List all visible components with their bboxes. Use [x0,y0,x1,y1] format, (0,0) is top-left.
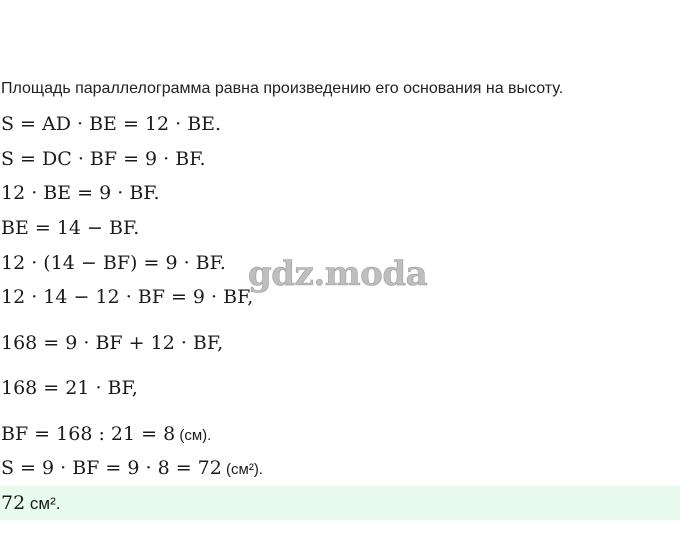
formula: 12 · 14 − 12 · BF = 9 · BF, [1,286,254,308]
solution-line-5 [1,251,226,277]
solution-line-8 [1,376,138,402]
answer-box [0,486,680,520]
watermark-logo: gdz.moda [248,254,428,294]
answer-text [1,492,60,515]
answer-unit: см². [25,494,61,513]
formula: 12 · (14 − BF) = 9 · BF. [1,252,226,274]
solution-line-4 [1,216,139,242]
solution-line-9 [1,422,211,448]
formula: S = AD · BE = 12 · BE. [1,113,222,135]
formula: BF = 168 : 21 = 8 [1,423,176,445]
formula: S = DC · BF = 9 · BF. [1,148,206,170]
intro-text: Площадь параллелограмма равна произведению его основания на высоту. [1,80,564,97]
solution-line-3 [1,181,160,207]
formula: 12 · BE = 9 · BF. [1,182,160,204]
unit: (см). [175,427,212,444]
solution-line-7 [1,331,223,357]
unit: (см²). [221,461,263,478]
solution-line-2 [1,147,205,173]
formula: 168 = 21 · BF, [1,377,138,399]
solution-line-6 [1,285,253,311]
answer-value: 72 [1,492,26,514]
formula: BE = 14 − BF. [1,217,140,239]
formula: S = 9 · BF = 9 · 8 = 72 [1,457,222,479]
solution-line-1 [1,112,221,138]
solution-line-10 [1,456,263,482]
formula: 168 = 9 · BF + 12 · BF, [1,332,224,354]
